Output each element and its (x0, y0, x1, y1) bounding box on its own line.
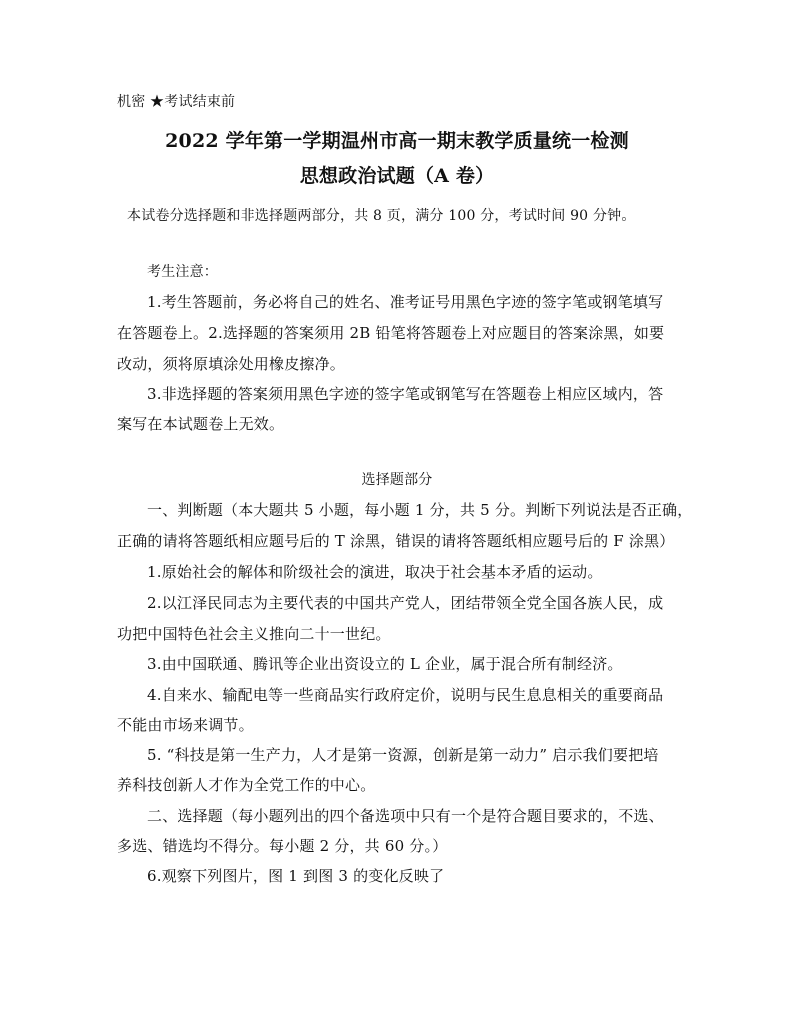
question-6: 6.观察下列图片，图 1 到图 3 的变化反映了 (147, 867, 445, 885)
confidential-label: 机密 ★考试结束前 (117, 94, 236, 110)
question-5: 5. “科技是第一生产力，人才是第一资源，创新是第一动力” 启示我们要把培 (147, 746, 659, 764)
notice-line: 1.考生答题前，务必将自己的姓名、准考证号用黑色字迹的签字笔或钢笔填写 (147, 293, 664, 311)
part1-instructions: 一、判断题（本大题共 5 小题，每小题 1 分，共 5 分。判断下列说法是否正确， (147, 501, 693, 519)
notice-line: 3.非选择题的答案须用黑色字迹的签字笔或钢笔写在答题卷上相应区域内，答 (147, 385, 664, 403)
question-1: 1.原始社会的解体和阶级社会的演进，取决于社会基本矛盾的运动。 (147, 563, 603, 581)
notice-line: 在答题卷上。2.选择题的答案须用 2B 铅笔将答题卷上对应题目的答案涂黑，如要 (117, 324, 665, 342)
section-heading: 选择题部分 (361, 472, 433, 488)
part2-instructions: 二、选择题（每小题列出的四个备选项中只有一个是符合题目要求的，不选、 (147, 807, 664, 825)
exam-subtitle: 思想政治试题（A 卷） (299, 165, 495, 187)
exam-title: 2022 学年第一学期温州市高一期末教学质量统一检测 (165, 130, 629, 152)
question-3: 3.由中国联通、腾讯等企业出资设立的 L 企业，属于混合所有制经济。 (147, 655, 623, 673)
question-2: 2.以江泽民同志为主要代表的中国共产党人，团结带领全党全国各族人民，成 (147, 594, 664, 612)
question-5-cont: 养科技创新人才作为全党工作的中心。 (117, 776, 376, 794)
exam-intro: 本试卷分选择题和非选择题两部分，共 8 页，满分 100 分，考试时间 90 分钟。 (127, 208, 636, 224)
notice-line: 改动，须将原填涂处用橡皮擦净。 (117, 355, 346, 373)
notice-heading: 考生注意： (147, 264, 218, 280)
notice-line: 案写在本试题卷上无效。 (117, 415, 285, 433)
question-4: 4.自来水、输配电等一些商品实行政府定价，说明与民生息息相关的重要商品 (147, 686, 664, 704)
part2-instructions: 多选、错选均不得分。每小题 2 分，共 60 分。） (117, 837, 448, 855)
question-2-cont: 功把中国特色社会主义推向二十一世纪。 (117, 625, 391, 643)
question-4-cont: 不能由市场来调节。 (117, 716, 254, 734)
part1-instructions: 正确的请将答题纸相应题号后的 T 涂黑，错误的请将答题纸相应题号后的 F 涂黑） (117, 532, 675, 550)
